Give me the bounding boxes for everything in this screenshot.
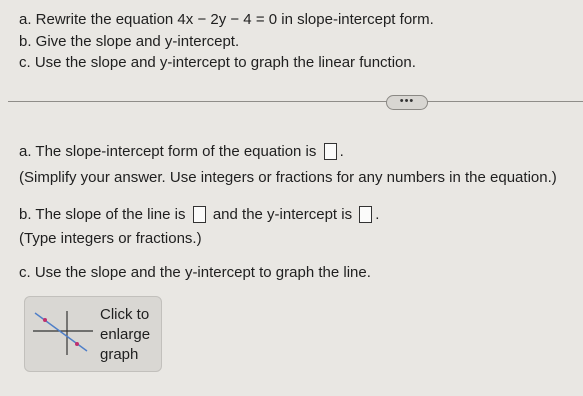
- slope-intercept-answer-box[interactable]: [324, 143, 337, 160]
- enlarge-text-line-1: Click to: [100, 306, 150, 323]
- enlarge-text-line-2: enlarge: [100, 326, 151, 343]
- answer-part-b-instruction: (Type integers or fractions.): [19, 230, 202, 247]
- answer-part-b-period: .: [375, 206, 380, 223]
- slope-answer-box[interactable]: [193, 206, 206, 223]
- answer-part-b-row: [19, 206, 379, 224]
- answer-part-b-label: b. The slope of the line is: [19, 206, 186, 223]
- enlarge-text-line-3: graph: [100, 346, 139, 363]
- question-part-c: c. Use the slope and y-intercept to graph the linear function.: [19, 54, 416, 71]
- answer-part-b-middle: and the y-intercept is: [212, 206, 353, 223]
- answer-part-a-row: [19, 143, 344, 161]
- question-part-a: a. Rewrite the equation 4x − 2y − 4 = 0 in slope-intercept form.: [19, 11, 434, 28]
- answer-part-a-period: .: [339, 143, 344, 160]
- answer-part-c-label: c. Use the slope and the y-intercept to graph the line.: [19, 264, 371, 281]
- divider: [8, 101, 583, 102]
- enlarge-graph-text: [100, 305, 150, 365]
- graph-preview-icon: [31, 309, 95, 357]
- y-intercept-answer-box[interactable]: [359, 206, 372, 223]
- more-options-button[interactable]: •••: [386, 95, 428, 110]
- answer-part-a-label: a. The slope-intercept form of the equation is: [19, 143, 317, 160]
- question-part-b: b. Give the slope and y-intercept.: [19, 33, 240, 50]
- enlarge-graph-button[interactable]: [24, 296, 162, 372]
- answer-part-a-instruction: (Simplify your answer. Use integers or fractions for any numbers in the equation.): [19, 169, 557, 186]
